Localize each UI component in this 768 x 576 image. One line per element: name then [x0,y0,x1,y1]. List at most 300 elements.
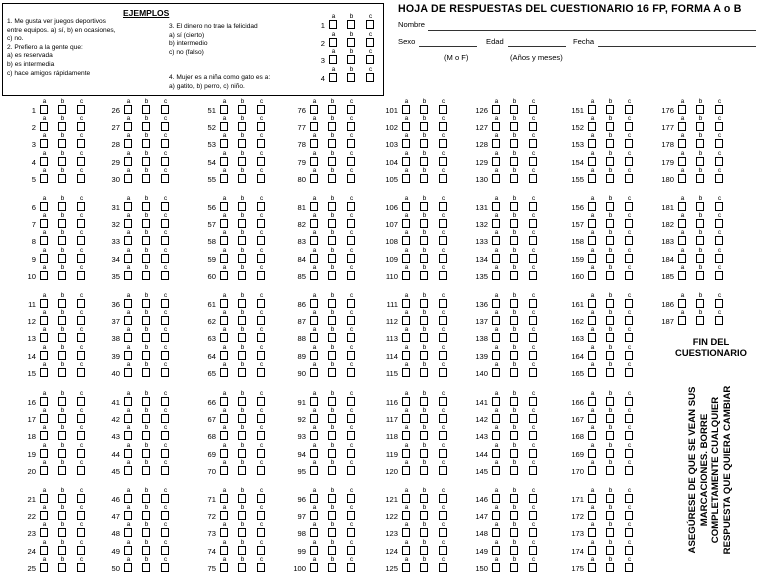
answer-checkbox-b[interactable] [510,202,518,211]
answer-checkbox-a[interactable] [588,174,596,183]
answer-checkbox-a[interactable] [678,105,686,114]
answer-checkbox-b[interactable] [238,236,246,245]
answer-checkbox-a[interactable] [220,202,228,211]
answer-checkbox-a[interactable] [124,236,132,245]
answer-checkbox-c[interactable] [161,174,169,183]
answer-checkbox-b[interactable] [420,494,428,503]
answer-checkbox-a[interactable] [124,414,132,423]
answer-checkbox-a[interactable] [492,494,500,503]
answer-checkbox-b[interactable] [420,546,428,555]
answer-checkbox-a[interactable] [220,494,228,503]
answer-checkbox-b[interactable] [238,219,246,228]
answer-checkbox-a[interactable] [329,73,337,82]
answer-checkbox-b[interactable] [420,157,428,166]
answer-checkbox-c[interactable] [625,368,633,377]
answer-checkbox-a[interactable] [402,563,410,572]
answer-checkbox-b[interactable] [328,236,336,245]
answer-checkbox-b[interactable] [510,368,518,377]
answer-checkbox-b[interactable] [420,271,428,280]
answer-checkbox-b[interactable] [420,316,428,325]
answer-checkbox-a[interactable] [402,449,410,458]
answer-checkbox-a[interactable] [492,368,500,377]
sex-field[interactable] [419,46,477,47]
answer-checkbox-a[interactable] [220,316,228,325]
answer-checkbox-c[interactable] [77,174,85,183]
answer-checkbox-b[interactable] [420,236,428,245]
answer-checkbox-b[interactable] [142,414,150,423]
answer-checkbox-b[interactable] [58,174,66,183]
answer-checkbox-c[interactable] [257,466,265,475]
answer-checkbox-b[interactable] [510,449,518,458]
answer-checkbox-b[interactable] [328,139,336,148]
answer-checkbox-a[interactable] [678,316,686,325]
answer-checkbox-c[interactable] [439,466,447,475]
answer-checkbox-c[interactable] [347,528,355,537]
answer-checkbox-a[interactable] [402,494,410,503]
answer-checkbox-a[interactable] [124,105,132,114]
answer-checkbox-c[interactable] [529,466,537,475]
answer-checkbox-a[interactable] [40,449,48,458]
answer-checkbox-c[interactable] [625,219,633,228]
answer-checkbox-a[interactable] [402,414,410,423]
answer-checkbox-c[interactable] [625,202,633,211]
answer-checkbox-a[interactable] [402,546,410,555]
answer-checkbox-c[interactable] [77,546,85,555]
answer-checkbox-b[interactable] [58,511,66,520]
answer-checkbox-a[interactable] [40,546,48,555]
answer-checkbox-a[interactable] [124,449,132,458]
answer-checkbox-c[interactable] [529,219,537,228]
answer-checkbox-a[interactable] [588,236,596,245]
answer-checkbox-c[interactable] [529,431,537,440]
answer-checkbox-a[interactable] [588,397,596,406]
answer-checkbox-a[interactable] [588,449,596,458]
answer-checkbox-c[interactable] [77,122,85,131]
answer-checkbox-b[interactable] [58,351,66,360]
answer-checkbox-c[interactable] [161,431,169,440]
answer-checkbox-b[interactable] [328,546,336,555]
answer-checkbox-b[interactable] [238,368,246,377]
answer-checkbox-b[interactable] [58,105,66,114]
answer-checkbox-a[interactable] [402,431,410,440]
answer-checkbox-a[interactable] [124,563,132,572]
answer-checkbox-a[interactable] [492,157,500,166]
answer-checkbox-a[interactable] [492,546,500,555]
answer-checkbox-c[interactable] [366,73,374,82]
answer-checkbox-a[interactable] [492,563,500,572]
answer-checkbox-c[interactable] [439,254,447,263]
answer-checkbox-c[interactable] [529,494,537,503]
answer-checkbox-b[interactable] [510,414,518,423]
answer-checkbox-a[interactable] [310,368,318,377]
answer-checkbox-b[interactable] [328,122,336,131]
answer-checkbox-c[interactable] [77,351,85,360]
answer-checkbox-b[interactable] [420,122,428,131]
answer-checkbox-a[interactable] [492,254,500,263]
answer-checkbox-a[interactable] [678,236,686,245]
answer-checkbox-b[interactable] [696,316,704,325]
answer-checkbox-a[interactable] [492,122,500,131]
answer-checkbox-b[interactable] [606,546,614,555]
answer-checkbox-c[interactable] [77,271,85,280]
answer-checkbox-a[interactable] [492,271,500,280]
answer-checkbox-a[interactable] [310,219,318,228]
answer-checkbox-b[interactable] [606,563,614,572]
answer-checkbox-b[interactable] [510,528,518,537]
answer-checkbox-c[interactable] [77,219,85,228]
answer-checkbox-a[interactable] [678,174,686,183]
answer-checkbox-c[interactable] [347,157,355,166]
answer-checkbox-c[interactable] [625,254,633,263]
answer-checkbox-b[interactable] [420,202,428,211]
answer-checkbox-a[interactable] [310,397,318,406]
answer-checkbox-c[interactable] [715,202,723,211]
answer-checkbox-a[interactable] [40,351,48,360]
answer-checkbox-c[interactable] [161,466,169,475]
answer-checkbox-a[interactable] [310,528,318,537]
answer-checkbox-b[interactable] [328,528,336,537]
answer-checkbox-a[interactable] [588,299,596,308]
answer-checkbox-c[interactable] [161,528,169,537]
answer-checkbox-c[interactable] [77,254,85,263]
answer-checkbox-c[interactable] [347,333,355,342]
answer-checkbox-b[interactable] [328,397,336,406]
answer-checkbox-b[interactable] [142,299,150,308]
answer-checkbox-a[interactable] [402,105,410,114]
answer-checkbox-a[interactable] [124,546,132,555]
answer-checkbox-c[interactable] [625,494,633,503]
answer-checkbox-b[interactable] [420,368,428,377]
answer-checkbox-b[interactable] [58,397,66,406]
answer-checkbox-b[interactable] [142,219,150,228]
answer-checkbox-c[interactable] [347,271,355,280]
answer-checkbox-a[interactable] [220,333,228,342]
answer-checkbox-b[interactable] [58,254,66,263]
answer-checkbox-b[interactable] [606,414,614,423]
answer-checkbox-c[interactable] [439,333,447,342]
answer-checkbox-b[interactable] [510,254,518,263]
answer-checkbox-c[interactable] [529,511,537,520]
answer-checkbox-b[interactable] [420,397,428,406]
answer-checkbox-b[interactable] [347,20,355,29]
answer-checkbox-a[interactable] [310,139,318,148]
answer-checkbox-b[interactable] [510,157,518,166]
answer-checkbox-b[interactable] [606,122,614,131]
answer-checkbox-a[interactable] [492,528,500,537]
answer-checkbox-a[interactable] [310,105,318,114]
answer-checkbox-a[interactable] [402,351,410,360]
answer-checkbox-b[interactable] [606,254,614,263]
answer-checkbox-c[interactable] [161,271,169,280]
answer-checkbox-b[interactable] [328,563,336,572]
answer-checkbox-a[interactable] [402,368,410,377]
answer-checkbox-c[interactable] [439,397,447,406]
answer-checkbox-c[interactable] [439,431,447,440]
answer-checkbox-c[interactable] [257,299,265,308]
answer-checkbox-a[interactable] [220,139,228,148]
answer-checkbox-a[interactable] [40,122,48,131]
answer-checkbox-b[interactable] [606,466,614,475]
answer-checkbox-b[interactable] [606,333,614,342]
answer-checkbox-a[interactable] [492,316,500,325]
answer-checkbox-b[interactable] [142,368,150,377]
answer-checkbox-c[interactable] [625,174,633,183]
answer-checkbox-c[interactable] [77,299,85,308]
answer-checkbox-b[interactable] [696,105,704,114]
answer-checkbox-b[interactable] [347,55,355,64]
answer-checkbox-a[interactable] [310,414,318,423]
answer-checkbox-a[interactable] [220,546,228,555]
answer-checkbox-a[interactable] [492,105,500,114]
answer-checkbox-c[interactable] [161,254,169,263]
answer-checkbox-a[interactable] [492,351,500,360]
answer-checkbox-b[interactable] [328,157,336,166]
answer-checkbox-b[interactable] [696,271,704,280]
answer-checkbox-b[interactable] [328,511,336,520]
answer-checkbox-c[interactable] [439,414,447,423]
answer-checkbox-c[interactable] [161,105,169,114]
answer-checkbox-a[interactable] [588,254,596,263]
answer-checkbox-b[interactable] [58,316,66,325]
answer-checkbox-b[interactable] [696,236,704,245]
answer-checkbox-c[interactable] [625,431,633,440]
answer-checkbox-b[interactable] [142,254,150,263]
answer-checkbox-b[interactable] [238,157,246,166]
answer-checkbox-b[interactable] [420,414,428,423]
answer-checkbox-b[interactable] [238,333,246,342]
answer-checkbox-c[interactable] [625,271,633,280]
answer-checkbox-b[interactable] [420,219,428,228]
answer-checkbox-c[interactable] [625,449,633,458]
answer-checkbox-c[interactable] [257,139,265,148]
answer-checkbox-a[interactable] [40,414,48,423]
answer-checkbox-b[interactable] [142,122,150,131]
answer-checkbox-b[interactable] [328,105,336,114]
answer-checkbox-a[interactable] [678,271,686,280]
answer-checkbox-b[interactable] [510,333,518,342]
answer-checkbox-a[interactable] [220,122,228,131]
answer-checkbox-c[interactable] [625,299,633,308]
answer-checkbox-c[interactable] [347,236,355,245]
answer-checkbox-b[interactable] [142,157,150,166]
answer-checkbox-a[interactable] [310,299,318,308]
answer-checkbox-c[interactable] [257,271,265,280]
answer-checkbox-c[interactable] [347,449,355,458]
answer-checkbox-c[interactable] [529,254,537,263]
answer-checkbox-c[interactable] [161,494,169,503]
answer-checkbox-b[interactable] [606,219,614,228]
answer-checkbox-a[interactable] [220,466,228,475]
answer-checkbox-a[interactable] [492,397,500,406]
answer-checkbox-b[interactable] [606,511,614,520]
answer-checkbox-a[interactable] [310,449,318,458]
answer-checkbox-a[interactable] [588,271,596,280]
answer-checkbox-b[interactable] [238,431,246,440]
answer-checkbox-a[interactable] [220,236,228,245]
answer-checkbox-b[interactable] [606,368,614,377]
answer-checkbox-a[interactable] [220,563,228,572]
answer-checkbox-a[interactable] [492,466,500,475]
answer-checkbox-a[interactable] [588,528,596,537]
age-field[interactable] [508,46,566,47]
answer-checkbox-b[interactable] [510,105,518,114]
answer-checkbox-a[interactable] [402,397,410,406]
answer-checkbox-b[interactable] [606,431,614,440]
answer-checkbox-a[interactable] [492,511,500,520]
answer-checkbox-b[interactable] [420,431,428,440]
answer-checkbox-c[interactable] [257,528,265,537]
answer-checkbox-c[interactable] [347,174,355,183]
answer-checkbox-c[interactable] [529,299,537,308]
answer-checkbox-c[interactable] [161,157,169,166]
answer-checkbox-a[interactable] [310,333,318,342]
answer-checkbox-a[interactable] [588,139,596,148]
answer-checkbox-a[interactable] [402,466,410,475]
answer-checkbox-b[interactable] [328,431,336,440]
answer-checkbox-a[interactable] [402,157,410,166]
answer-checkbox-a[interactable] [310,271,318,280]
answer-checkbox-b[interactable] [510,299,518,308]
answer-checkbox-b[interactable] [328,299,336,308]
answer-checkbox-a[interactable] [678,157,686,166]
answer-checkbox-b[interactable] [328,219,336,228]
answer-checkbox-a[interactable] [329,20,337,29]
answer-checkbox-b[interactable] [238,139,246,148]
name-field[interactable] [428,30,756,31]
answer-checkbox-b[interactable] [606,139,614,148]
answer-checkbox-b[interactable] [510,431,518,440]
answer-checkbox-b[interactable] [238,351,246,360]
answer-checkbox-b[interactable] [606,494,614,503]
answer-checkbox-c[interactable] [715,254,723,263]
answer-checkbox-c[interactable] [366,20,374,29]
answer-checkbox-b[interactable] [58,494,66,503]
answer-checkbox-b[interactable] [347,73,355,82]
answer-checkbox-c[interactable] [257,431,265,440]
answer-checkbox-c[interactable] [347,511,355,520]
answer-checkbox-c[interactable] [529,202,537,211]
answer-checkbox-c[interactable] [347,466,355,475]
answer-checkbox-b[interactable] [696,122,704,131]
answer-checkbox-c[interactable] [257,316,265,325]
answer-checkbox-b[interactable] [696,139,704,148]
answer-checkbox-a[interactable] [310,431,318,440]
answer-checkbox-b[interactable] [328,449,336,458]
answer-checkbox-a[interactable] [220,157,228,166]
answer-checkbox-c[interactable] [439,316,447,325]
answer-checkbox-b[interactable] [238,105,246,114]
answer-checkbox-c[interactable] [529,397,537,406]
answer-checkbox-b[interactable] [58,202,66,211]
answer-checkbox-c[interactable] [347,299,355,308]
answer-checkbox-b[interactable] [238,414,246,423]
answer-checkbox-a[interactable] [588,414,596,423]
answer-checkbox-c[interactable] [161,351,169,360]
answer-checkbox-c[interactable] [366,55,374,64]
answer-checkbox-b[interactable] [420,511,428,520]
answer-checkbox-b[interactable] [238,546,246,555]
answer-checkbox-c[interactable] [347,351,355,360]
answer-checkbox-b[interactable] [420,563,428,572]
answer-checkbox-b[interactable] [696,299,704,308]
answer-checkbox-c[interactable] [625,333,633,342]
answer-checkbox-c[interactable] [439,351,447,360]
answer-checkbox-a[interactable] [124,219,132,228]
answer-checkbox-a[interactable] [588,105,596,114]
answer-checkbox-b[interactable] [696,202,704,211]
answer-checkbox-a[interactable] [220,299,228,308]
answer-checkbox-b[interactable] [142,466,150,475]
answer-checkbox-c[interactable] [77,528,85,537]
answer-checkbox-a[interactable] [310,494,318,503]
answer-checkbox-a[interactable] [588,511,596,520]
answer-checkbox-c[interactable] [257,122,265,131]
answer-checkbox-c[interactable] [347,414,355,423]
answer-checkbox-b[interactable] [328,202,336,211]
answer-checkbox-c[interactable] [529,105,537,114]
answer-checkbox-c[interactable] [161,333,169,342]
answer-checkbox-a[interactable] [492,219,500,228]
answer-checkbox-c[interactable] [625,122,633,131]
answer-checkbox-c[interactable] [529,157,537,166]
answer-checkbox-a[interactable] [588,202,596,211]
answer-checkbox-a[interactable] [124,368,132,377]
answer-checkbox-c[interactable] [529,139,537,148]
answer-checkbox-a[interactable] [588,333,596,342]
answer-checkbox-b[interactable] [420,139,428,148]
answer-checkbox-a[interactable] [40,219,48,228]
answer-checkbox-a[interactable] [220,368,228,377]
answer-checkbox-b[interactable] [606,157,614,166]
answer-checkbox-c[interactable] [347,546,355,555]
answer-checkbox-c[interactable] [257,254,265,263]
answer-checkbox-a[interactable] [124,174,132,183]
answer-checkbox-c[interactable] [77,431,85,440]
answer-checkbox-b[interactable] [510,174,518,183]
answer-checkbox-c[interactable] [77,466,85,475]
answer-checkbox-c[interactable] [347,122,355,131]
answer-checkbox-a[interactable] [40,511,48,520]
answer-checkbox-b[interactable] [142,397,150,406]
answer-checkbox-b[interactable] [510,139,518,148]
answer-checkbox-a[interactable] [220,449,228,458]
answer-checkbox-a[interactable] [310,122,318,131]
answer-checkbox-c[interactable] [529,414,537,423]
answer-checkbox-a[interactable] [40,466,48,475]
answer-checkbox-b[interactable] [142,333,150,342]
answer-checkbox-c[interactable] [529,449,537,458]
answer-checkbox-a[interactable] [310,254,318,263]
answer-checkbox-b[interactable] [606,271,614,280]
answer-checkbox-a[interactable] [588,316,596,325]
answer-checkbox-b[interactable] [347,38,355,47]
answer-checkbox-c[interactable] [439,271,447,280]
answer-checkbox-a[interactable] [40,316,48,325]
answer-checkbox-b[interactable] [58,528,66,537]
answer-checkbox-a[interactable] [220,414,228,423]
answer-checkbox-b[interactable] [58,219,66,228]
answer-checkbox-c[interactable] [625,563,633,572]
answer-checkbox-c[interactable] [347,397,355,406]
answer-checkbox-a[interactable] [402,122,410,131]
answer-checkbox-b[interactable] [58,546,66,555]
answer-checkbox-a[interactable] [310,466,318,475]
answer-checkbox-b[interactable] [328,494,336,503]
answer-checkbox-c[interactable] [439,494,447,503]
answer-checkbox-a[interactable] [310,202,318,211]
answer-checkbox-c[interactable] [161,202,169,211]
answer-checkbox-b[interactable] [238,271,246,280]
